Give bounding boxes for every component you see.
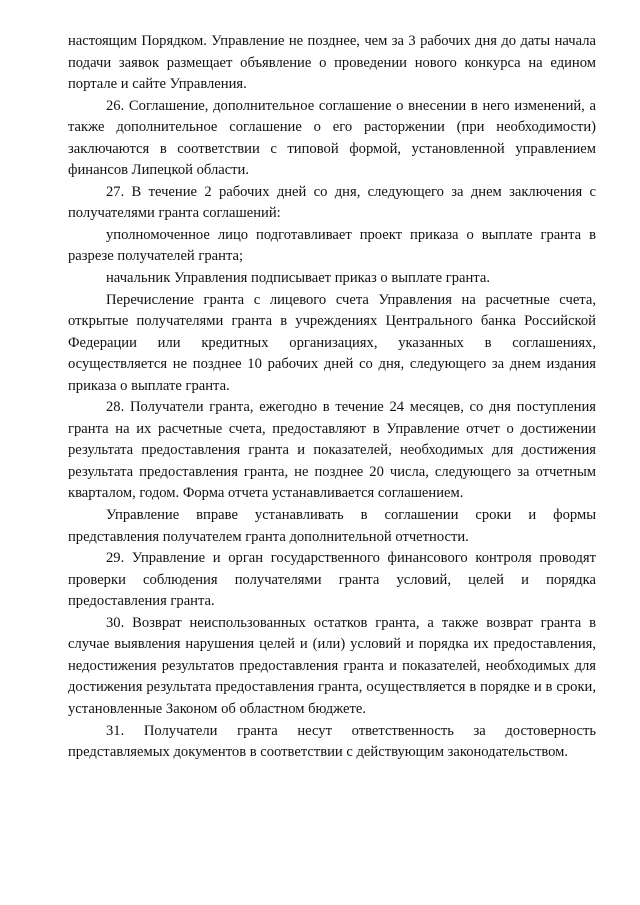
paragraph-27: 27. В течение 2 рабочих дней со дня, следующего за днем заключения с получателями гранта соглашений: bbox=[68, 183, 596, 222]
paragraph-27-item-1: уполномоченное лицо подготавливает проект приказа о выплате гранта в разрезе получателей гранта; bbox=[68, 226, 596, 265]
paragraph-26: 26. Соглашение, дополнительное соглашение о внесении в него изменений, а также дополнительное соглашение о его расторжении (при необходимости) заключаются в соответствии с типовой формой, установленной управлением финансов Липецкой области. bbox=[68, 97, 596, 179]
document-page bbox=[68, 31, 596, 764]
paragraph-29: 29. Управление и орган государственного финансового контроля проводят проверки соблюдения получателями гранта условий, целей и порядка предоставления гранта. bbox=[68, 550, 596, 610]
paragraph-transfer: Перечисление гранта с лицевого счета Управления на расчетные счета, открытые получателями гранта в учреждениях Центрального банка Российской Федерации или кредитных организациях, указанных в соглашениях, осуществляется не позднее 10 рабочих дней со дня, следующего за днем издания приказа о выплате гранта. bbox=[68, 291, 596, 394]
paragraph-28: 28. Получатели гранта, ежегодно в течение 24 месяцев, со дня поступления гранта на их расчетные счета, предоставляют в Управление отчет о достижении результата предоставления гранта и показателей, необходимых для достижения результата предоставления гранта, не позднее 20 числа, следующего за отчетным кварталом, годом. Форма отчета устанавливается соглашением. bbox=[68, 399, 596, 502]
paragraph-28-additional: Управление вправе устанавливать в соглашении сроки и формы представления получателем гранта дополнительной отчетности. bbox=[68, 507, 596, 545]
paragraph-27-item-2: начальник Управления подписывает приказ о выплате гранта. bbox=[106, 270, 490, 287]
paragraph-30: 30. Возврат неиспользованных остатков гранта, а также возврат гранта в случае выявления нарушения целей и (или) условий и порядка их предоставления, недостижения результатов предоставления гранта и показателей, необходимых для достижения результата предоставления гранта, осуществляется в порядке и в сроки, установленные Законом об областном бюджете. bbox=[68, 614, 596, 717]
paragraph-continuation: настоящим Порядком. Управление не позднее, чем за 3 рабочих дня до даты начала подачи заявок размещает объявление о проведении нового конкурса на едином портале и сайте Управления. bbox=[68, 33, 596, 93]
paragraph-31: 31. Получатели гранта несут ответственность за достоверность представляемых документов в соответствии с действующим законодательством. bbox=[68, 722, 596, 761]
